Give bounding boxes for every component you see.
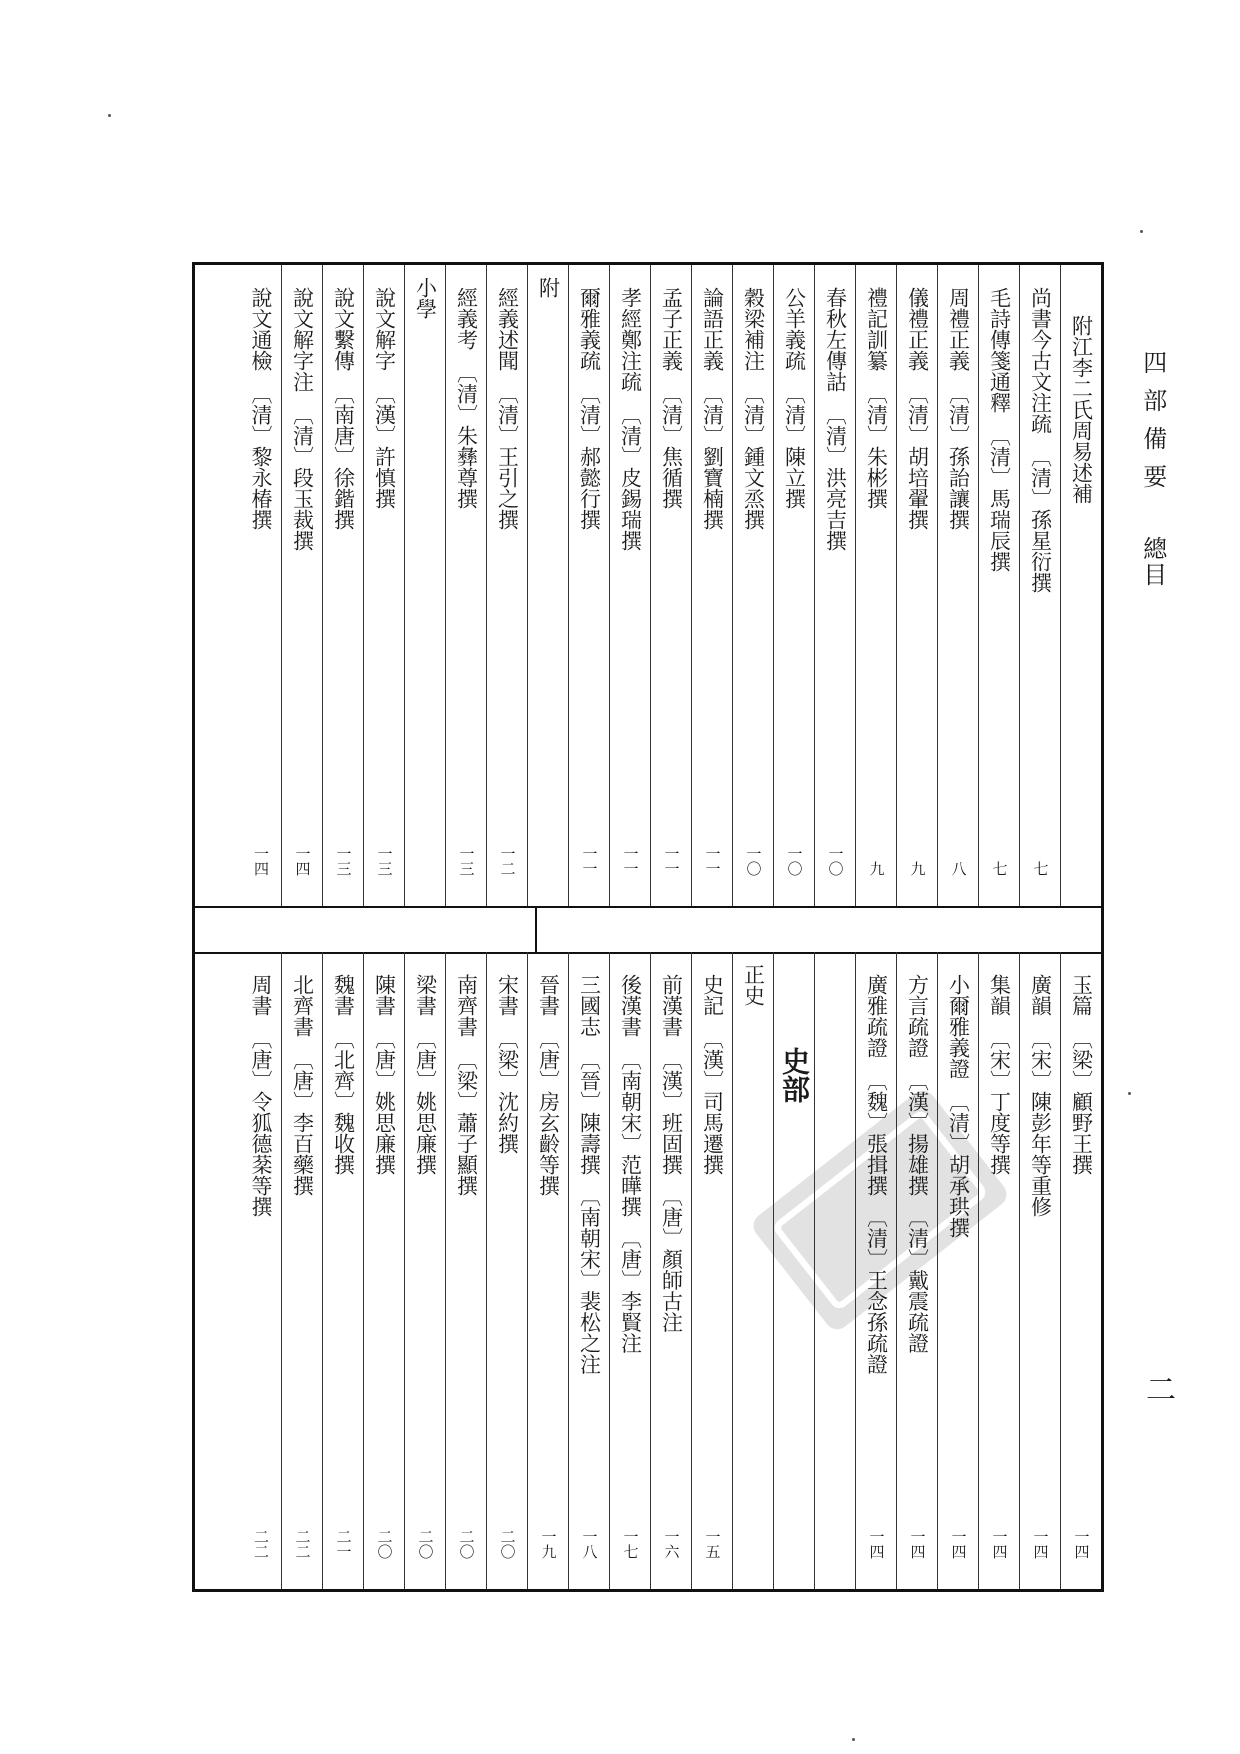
entry-title-line: [702, 974, 723, 1175]
book-title: 三國志: [577, 974, 602, 1037]
entry-title-line: [866, 287, 887, 509]
entry-title-line: [456, 974, 477, 1196]
page-ref: 一六: [662, 1529, 681, 1559]
book-title: 論語正義: [700, 287, 725, 371]
catalog-entry-column: [691, 952, 732, 1589]
entry-title-line: [948, 974, 969, 1238]
catalog-entry-column: [855, 952, 896, 1589]
catalog-entry-column: [445, 952, 486, 1589]
entry-title-line: [989, 974, 1010, 1175]
catalog-entry-column: [1019, 265, 1060, 906]
catalog-entry-column: [1060, 265, 1101, 906]
page-ref: 一四: [1072, 1529, 1091, 1559]
catalog-entry-column: [609, 265, 650, 906]
entry-title-line: [374, 974, 395, 1175]
page-ref: 二一: [334, 1529, 353, 1559]
catalog-entry-column: [527, 952, 568, 1589]
page-ref: 二〇: [375, 1529, 394, 1559]
book-title: 說文繫傳: [331, 287, 356, 371]
page-ref: 一四: [908, 1529, 927, 1559]
catalog-entry-column: [445, 265, 486, 906]
page-ref: 一一: [580, 846, 599, 876]
entry-title-line: [1030, 287, 1051, 593]
book-title: 孟子正義: [659, 287, 684, 371]
entry-title-line: [907, 287, 928, 530]
book-author: 〔清〕劉寶楠撰: [700, 383, 725, 530]
page-ref: 一〇: [826, 846, 845, 876]
book-title: 後漢書: [618, 974, 643, 1037]
entry-title-line: [948, 287, 969, 530]
book-title: 經義述聞: [495, 287, 520, 371]
catalog-entry-column: [609, 952, 650, 1589]
entry-title-line: [1071, 315, 1092, 504]
book-title: 梁書: [413, 974, 438, 1016]
book-title: 毛詩傳箋通釋: [987, 287, 1012, 413]
page-ref: 一九: [539, 1529, 558, 1559]
entry-title-line: [620, 287, 641, 551]
heading-text: 小學: [413, 277, 438, 319]
catalog-table: [192, 262, 1104, 1592]
entry-title-line: [415, 974, 436, 1175]
division-heading-column: [773, 952, 814, 1589]
book-author: 〔漢〕司馬遷撰: [700, 1028, 725, 1175]
entry-title-line: [579, 974, 600, 1375]
book-author: 〔清〕朱彝尊撰: [454, 362, 479, 509]
entry-title-line: [743, 287, 764, 530]
book-title: 小爾雅義證: [946, 974, 971, 1079]
book-author: 〔宋〕丁度等撰: [987, 1028, 1012, 1175]
book-title: 四部備要: [1138, 350, 1167, 502]
book-title: 宋書: [495, 974, 520, 1016]
catalog-entry-column: [363, 952, 404, 1589]
book-title: 說文解字注: [290, 287, 315, 392]
entry-title-line: [661, 974, 682, 1333]
book-title: 廣韻: [1028, 974, 1053, 1016]
scan-speck: [852, 1738, 855, 1741]
page-ref: 八: [949, 861, 968, 876]
book-title: 魏書: [331, 974, 356, 1016]
catalog-entry-column: [281, 265, 322, 906]
catalog-entry-column: [568, 265, 609, 906]
catalog-entry-column: [486, 265, 527, 906]
catalog-entry-column: [978, 265, 1019, 906]
page-ref: 一三: [334, 846, 353, 876]
book-title: 爾雅義疏: [577, 287, 602, 371]
entry-title-line: [784, 287, 805, 509]
page-ref: 一二: [498, 846, 517, 876]
book-title: 經義考: [454, 287, 479, 350]
entry-title-line: [702, 287, 723, 530]
page-ref: 一四: [949, 1529, 968, 1559]
entry-title-line: [333, 974, 354, 1175]
book-author: 〔清〕胡承珙撰: [946, 1091, 971, 1238]
catalog-entry-column: [568, 952, 609, 1589]
book-title: 附江李二氏周易述補: [1069, 315, 1094, 504]
catalog-entry-column: [896, 952, 937, 1589]
page-ref: 二〇: [416, 1529, 435, 1559]
catalog-entry-column: [1019, 952, 1060, 1589]
page-ref: 一〇: [785, 846, 804, 876]
book-title: 前漢書: [659, 974, 684, 1037]
catalog-entry-column: [732, 265, 773, 906]
entry-title-line: [250, 287, 271, 530]
entry-title-line: [497, 974, 518, 1154]
catalog-entry-column: [322, 952, 363, 1589]
book-author: 〔清〕王引之撰: [495, 383, 520, 530]
catalog-entry-column: [486, 952, 527, 1589]
page-ref: 一三: [457, 846, 476, 876]
page-ref: 二二: [293, 1529, 312, 1559]
book-author: 〔宋〕陳彭年等重修: [1028, 1028, 1053, 1217]
page-ref: 一四: [990, 1529, 1009, 1559]
book-title: 公羊義疏: [782, 287, 807, 371]
page-ref: 七: [990, 861, 1009, 876]
book-author: 〔清〕孫星衍撰: [1028, 446, 1053, 593]
book-author: 〔清〕馬瑞辰撰: [987, 425, 1012, 572]
register-divider: [195, 906, 1101, 954]
entry-title-line: [333, 287, 354, 530]
book-author: 〔唐〕姚思廉撰: [413, 1028, 438, 1175]
book-author: 〔唐〕房玄齡等撰: [536, 1028, 561, 1196]
catalog-entry-column: [240, 952, 281, 1589]
entry-title-line: [866, 974, 887, 1375]
book-title: 玉篇: [1069, 974, 1094, 1016]
heading-text: 附: [536, 277, 561, 298]
catalog-lower-register: [195, 952, 1101, 1589]
catalog-upper-register: [195, 265, 1101, 906]
page-ref: 九: [908, 861, 927, 876]
page-ref: 一一: [662, 846, 681, 876]
book-author: 〔清〕焦循撰: [659, 383, 684, 509]
entry-title-line: [579, 287, 600, 530]
page-ref: 一五: [703, 1529, 722, 1559]
book-author: 〔梁〕蕭子顯撰: [454, 1049, 479, 1196]
book-title: 禮記訓纂: [864, 287, 889, 371]
heading-text: 正史: [741, 964, 766, 1006]
book-author: 〔北齊〕魏收撰: [331, 1028, 356, 1175]
book-author: 〔清〕洪亮吉撰: [823, 404, 848, 551]
book-author: 〔清〕郝懿行撰: [577, 383, 602, 530]
catalog-entry-column: [1060, 952, 1101, 1589]
page-number: 二: [1146, 1373, 1176, 1408]
page-ref: 一〇: [744, 846, 763, 876]
catalog-entry-column: [281, 952, 322, 1589]
page-ref: 一一: [703, 846, 722, 876]
catalog-entry-column: [650, 265, 691, 906]
page-ref: 一三: [375, 846, 394, 876]
heading-label: [538, 277, 559, 298]
book-author: 〔清〕皮錫瑞撰: [618, 404, 643, 551]
book-author: 〔漢〕班固撰 〔唐〕顏師古注: [659, 1049, 684, 1333]
book-title: 儀禮正義: [905, 287, 930, 371]
book-author: 〔漢〕許慎撰: [372, 383, 397, 509]
running-head: [1138, 350, 1167, 650]
entry-title-line: [456, 287, 477, 509]
book-author: 〔晉〕陳壽撰 〔南朝宋〕裴松之注: [577, 1049, 602, 1375]
entry-title-line: [374, 287, 395, 509]
catalog-entry-column: [937, 952, 978, 1589]
catalog-entry-column: [937, 265, 978, 906]
book-author: 〔南朝宋〕范曄撰 〔唐〕李賢注: [618, 1049, 643, 1354]
page-ref: 二二: [252, 1529, 270, 1559]
catalog-entry-column: [691, 265, 732, 906]
entry-title-line: [907, 974, 928, 1354]
book-title: 廣雅疏證: [864, 974, 889, 1058]
entry-title-line: [292, 974, 313, 1196]
section-heading-column: [404, 265, 445, 906]
catalog-entry-column: [814, 265, 855, 906]
page-ref: 七: [1031, 861, 1050, 876]
blank-column: [814, 952, 855, 1589]
catalog-entry-column: [978, 952, 1019, 1589]
book-title: 說文通檢: [249, 287, 273, 371]
book-title: 北齊書: [290, 974, 315, 1037]
book-author: 〔清〕陳立撰: [782, 383, 807, 509]
page-ref: 二〇: [457, 1529, 476, 1559]
section-heading-column: [527, 265, 568, 906]
book-author: 〔漢〕揚雄撰 〔清〕戴震疏證: [905, 1070, 930, 1354]
entry-title-line: [1030, 974, 1051, 1217]
entry-title-line: [825, 287, 846, 551]
book-title: 史記: [700, 974, 725, 1016]
page-ref: 一四: [1031, 1529, 1050, 1559]
entry-title-line: [989, 287, 1010, 572]
book-title: 方言疏證: [905, 974, 930, 1058]
heading-label: [415, 277, 436, 319]
catalog-entry-column: [322, 265, 363, 906]
book-author: 〔梁〕沈約撰: [495, 1028, 520, 1154]
catalog-entry-column: [404, 952, 445, 1589]
book-author: 〔清〕朱彬撰: [864, 383, 889, 509]
catalog-entry-column: [363, 265, 404, 906]
page-ref: 一一: [621, 846, 640, 876]
entry-title-line: [661, 287, 682, 509]
entry-title-line: [620, 974, 641, 1354]
book-author: 〔清〕胡培翬撰: [905, 383, 930, 530]
catalog-entry-column: [650, 952, 691, 1589]
book-author: 〔南唐〕徐鍇撰: [331, 383, 356, 530]
book-author: 〔清〕孫詒讓撰: [946, 383, 971, 530]
scan-speck: [1128, 1092, 1131, 1095]
book-title: 南齊書: [454, 974, 479, 1037]
book-author: 〔清〕段玉裁撰: [290, 404, 315, 551]
entry-title-line: [497, 287, 518, 530]
section-title: 總目: [1138, 536, 1167, 588]
page-ref: 九: [867, 861, 886, 876]
entry-title-line: [538, 974, 559, 1196]
entry-title-line: [1071, 974, 1092, 1175]
entry-title-line: [292, 287, 313, 551]
book-author: 〔清〕黎永椿撰: [249, 383, 273, 530]
book-author: 〔唐〕令狐德棻等撰: [249, 1028, 273, 1217]
entry-title-line: [250, 974, 271, 1217]
book-title: 周書: [249, 974, 273, 1016]
page-ref: 一四: [252, 846, 270, 876]
heading-label: [778, 1047, 811, 1103]
page-ref: 二〇: [498, 1529, 517, 1559]
book-title: 周禮正義: [946, 287, 971, 371]
page-ref: 一四: [293, 846, 312, 876]
catalog-entry-column: [855, 265, 896, 906]
page-ref: 一四: [867, 1529, 886, 1559]
scan-speck: [108, 114, 111, 117]
book-title: 陳書: [372, 974, 397, 1016]
book-title: 說文解字: [372, 287, 397, 371]
catalog-entry-column: [240, 265, 281, 906]
book-author: 〔梁〕顧野王撰: [1069, 1028, 1094, 1175]
book-title: 晉書: [536, 974, 561, 1016]
book-title: 春秋左傳詁: [823, 287, 848, 392]
page-ref: 一七: [621, 1529, 640, 1559]
book-title: 尚書今古文注疏: [1028, 287, 1053, 434]
book-title: 集韻: [987, 974, 1012, 1016]
page-ref: 一八: [580, 1529, 599, 1559]
book-author: 〔唐〕李百藥撰: [290, 1049, 315, 1196]
book-author: 〔魏〕張揖撰 〔清〕王念孫疏證: [864, 1070, 889, 1375]
catalog-entry-column: [896, 265, 937, 906]
scan-speck: [1140, 230, 1143, 233]
catalog-entry-column: [773, 265, 814, 906]
book-title: 孝經鄭注疏: [618, 287, 643, 392]
book-title: 穀梁補注: [741, 287, 766, 371]
book-author: 〔唐〕姚思廉撰: [372, 1028, 397, 1175]
section-heading-column: [732, 952, 773, 1589]
heading-text: 史部: [778, 1047, 811, 1103]
heading-label: [743, 964, 764, 1006]
book-author: 〔清〕鍾文烝撰: [741, 383, 766, 530]
